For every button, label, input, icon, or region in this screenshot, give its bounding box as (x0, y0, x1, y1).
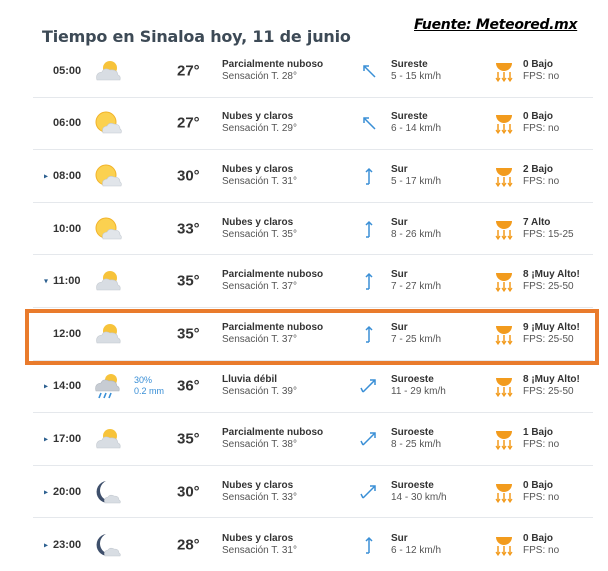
feels-like-label: Sensación T. 28° (222, 70, 297, 82)
partly-cloudy-icon (91, 267, 123, 295)
feels-like-label: Sensación T. 39° (222, 386, 297, 398)
hour-label: 05:00 (53, 64, 82, 77)
weather-description (222, 111, 297, 135)
page-title: Tiempo en Sinaloa hoy, 11 de junio (42, 27, 351, 46)
temperature: 35° (177, 325, 200, 343)
arrow-up-icon (359, 219, 379, 239)
hour-label: 14:00 (53, 380, 82, 393)
uv-sun-icon (495, 375, 513, 397)
wind-speed: 7 - 25 km/h (391, 333, 442, 345)
uv-sun-icon (495, 112, 513, 134)
fps-label: FPS: no (523, 491, 560, 503)
condition-label: Parcialmente nuboso (222, 269, 324, 281)
rain-probability: 30% (134, 375, 153, 386)
temperature: 28° (177, 536, 200, 554)
expand-chevron-icon[interactable]: ▸ (43, 540, 48, 550)
fps-label: FPS: no (523, 175, 560, 187)
feels-like-label: Sensación T. 37° (222, 333, 297, 345)
feels-like-label: Sensación T. 37° (222, 281, 297, 293)
uv-info (523, 322, 580, 346)
hour-label: 08:00 (53, 169, 82, 182)
forecast-row[interactable] (33, 518, 593, 571)
wind-speed: 6 - 14 km/h (391, 123, 442, 135)
forecast-row[interactable] (33, 203, 593, 256)
weather-description (222, 480, 297, 504)
uv-info (523, 269, 580, 293)
forecast-row[interactable] (33, 466, 593, 519)
weather-description (222, 322, 323, 346)
uv-sun-icon (495, 323, 513, 345)
hour-label: 10:00 (53, 222, 82, 235)
weather-description (222, 269, 323, 293)
rain-info (134, 375, 164, 397)
uv-info (523, 59, 559, 83)
forecast-row[interactable] (33, 150, 593, 203)
sun-cloud-icon (91, 109, 123, 137)
uv-index: 0 Bajo (523, 111, 554, 123)
weather-description (222, 533, 297, 557)
temperature: 36° (177, 377, 200, 395)
moon-cloud-icon (91, 478, 123, 506)
condition-label: Parcialmente nuboso (222, 426, 324, 438)
wind-speed: 8 - 26 km/h (391, 228, 442, 240)
fps-label: FPS: 15-25 (523, 228, 574, 240)
temperature: 27° (177, 114, 200, 132)
weather-description (222, 217, 297, 241)
rain-amount: 0.2 mm (134, 386, 165, 397)
condition-label: Nubes y claros (222, 111, 294, 123)
forecast-row[interactable] (33, 45, 593, 98)
rain-cloud-icon (91, 372, 123, 400)
uv-sun-icon (495, 481, 513, 503)
wind-direction: Suroeste (391, 479, 434, 491)
arrow-nw-icon (359, 61, 379, 81)
weather-description (222, 59, 323, 83)
uv-index: 8 ¡Muy Alto! (523, 374, 580, 386)
weather-description (222, 427, 323, 451)
wind-direction: Suroeste (391, 426, 434, 438)
wind-direction: Sur (391, 163, 408, 175)
feels-like-label: Sensación T. 29° (222, 123, 297, 135)
wind-info (391, 164, 441, 188)
condition-label: Nubes y claros (222, 532, 294, 544)
fps-label: FPS: no (523, 438, 560, 450)
feels-like-label: Sensación T. 33° (222, 491, 297, 503)
partly-cloudy-icon (91, 320, 123, 348)
hour-label: 23:00 (53, 538, 82, 551)
wind-direction: Suroeste (391, 374, 434, 386)
sun-cloud-icon (91, 215, 123, 243)
uv-info (523, 374, 580, 398)
wind-info (391, 269, 441, 293)
feels-like-label: Sensación T. 35° (222, 228, 297, 240)
fps-label: FPS: no (523, 123, 560, 135)
uv-sun-icon (495, 165, 513, 187)
hour-label: 20:00 (53, 485, 82, 498)
uv-index: 2 Bajo (523, 163, 554, 175)
condition-label: Parcialmente nuboso (222, 58, 324, 70)
wind-info (391, 374, 446, 398)
uv-info (523, 533, 559, 557)
wind-info (391, 111, 441, 135)
forecast-row[interactable] (33, 308, 593, 361)
feels-like-label: Sensación T. 31° (222, 544, 297, 556)
uv-index: 7 Alto (523, 216, 551, 228)
feels-like-label: Sensación T. 31° (222, 175, 297, 187)
uv-info (523, 427, 559, 451)
fps-label: FPS: 25-50 (523, 281, 574, 293)
uv-index: 8 ¡Muy Alto! (523, 269, 580, 281)
temperature: 35° (177, 430, 200, 448)
wind-speed: 14 - 30 km/h (391, 491, 447, 503)
wind-speed: 7 - 27 km/h (391, 281, 442, 293)
forecast-row[interactable] (33, 413, 593, 466)
uv-index: 0 Bajo (523, 532, 554, 544)
sun-cloud-icon (91, 162, 123, 190)
uv-sun-icon (495, 218, 513, 240)
temperature: 35° (177, 272, 200, 290)
arrow-ne-icon (359, 429, 379, 449)
uv-index: 0 Bajo (523, 58, 554, 70)
hour-label: 06:00 (53, 117, 82, 130)
wind-info (391, 322, 441, 346)
wind-info (391, 427, 441, 451)
uv-info (523, 480, 559, 504)
uv-sun-icon (495, 428, 513, 450)
wind-speed: 5 - 15 km/h (391, 70, 442, 82)
wind-info (391, 217, 441, 241)
wind-direction: Sur (391, 216, 408, 228)
fps-label: FPS: no (523, 544, 560, 556)
fps-label: FPS: no (523, 70, 560, 82)
arrow-ne-icon (359, 376, 379, 396)
fps-label: FPS: 25-50 (523, 333, 574, 345)
arrow-ne-icon (359, 482, 379, 502)
partly-cloudy-icon (91, 425, 123, 453)
wind-speed: 5 - 17 km/h (391, 175, 442, 187)
condition-label: Nubes y claros (222, 163, 294, 175)
temperature: 33° (177, 220, 200, 238)
arrow-up-icon (359, 324, 379, 344)
uv-sun-icon (495, 270, 513, 292)
uv-info (523, 111, 559, 135)
forecast-row[interactable] (33, 361, 593, 414)
forecast-row[interactable] (33, 255, 593, 308)
condition-label: Lluvia débil (222, 374, 278, 386)
uv-info (523, 217, 574, 241)
condition-label: Nubes y claros (222, 216, 294, 228)
uv-index: 0 Bajo (523, 479, 554, 491)
forecast-row[interactable] (33, 98, 593, 151)
expand-chevron-icon[interactable]: ▸ (43, 434, 48, 444)
arrow-up-icon (359, 271, 379, 291)
weather-description (222, 164, 297, 188)
wind-direction: Sureste (391, 111, 428, 123)
feels-like-label: Sensación T. 38° (222, 438, 297, 450)
uv-sun-icon (495, 60, 513, 82)
temperature: 30° (177, 167, 200, 185)
wind-direction: Sur (391, 532, 408, 544)
fps-label: FPS: 25-50 (523, 386, 574, 398)
uv-sun-icon (495, 534, 513, 556)
uv-index: 1 Bajo (523, 426, 554, 438)
hourly-forecast-list (33, 45, 593, 571)
temperature: 27° (177, 62, 200, 80)
wind-direction: Sur (391, 321, 408, 333)
temperature: 30° (177, 483, 200, 501)
wind-speed: 11 - 29 km/h (391, 386, 446, 398)
moon-cloud-icon (91, 531, 123, 559)
wind-info (391, 59, 441, 83)
wind-speed: 6 - 12 km/h (391, 544, 442, 556)
wind-info (391, 533, 441, 557)
wind-direction: Sur (391, 269, 408, 281)
wind-direction: Sureste (391, 58, 428, 70)
partly-cloudy-icon (91, 57, 123, 85)
wind-speed: 8 - 25 km/h (391, 438, 442, 450)
uv-info (523, 164, 559, 188)
hour-label: 11:00 (53, 275, 81, 288)
uv-index: 9 ¡Muy Alto! (523, 321, 580, 333)
condition-label: Parcialmente nuboso (222, 321, 324, 333)
arrow-up-icon (359, 535, 379, 555)
hour-label: 12:00 (53, 327, 82, 340)
hour-label: 17:00 (53, 432, 82, 445)
expand-chevron-icon[interactable]: ▸ (43, 171, 48, 181)
arrow-up-icon (359, 166, 379, 186)
wind-info (391, 480, 447, 504)
source-label[interactable]: Fuente: Meteored.mx (414, 17, 578, 33)
expand-chevron-icon[interactable]: ▾ (43, 276, 48, 286)
expand-chevron-icon[interactable]: ▸ (43, 381, 48, 391)
condition-label: Nubes y claros (222, 479, 294, 491)
expand-chevron-icon[interactable]: ▸ (43, 487, 48, 497)
arrow-nw-icon (359, 113, 379, 133)
weather-description (222, 374, 297, 398)
